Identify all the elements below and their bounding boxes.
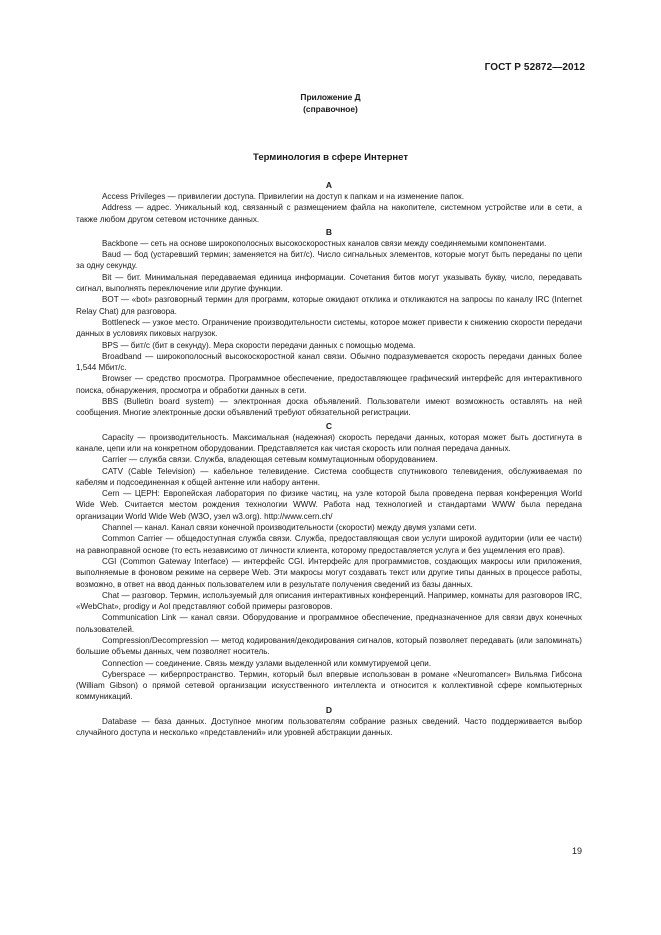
term-entry: Database — база данных. Доступное многим пользователям собрание разных сведений. Часто поддерживается выбор случайного доступа и несколько «представлений» или уровней абстракции данных. (76, 716, 582, 738)
term-entry: Access Privileges — привилегии доступа. Привилегии на доступ к папкам и на изменение папок. (102, 192, 464, 201)
term-entry: BOT — «bot» разговорный термин для программ, которые ожидают отклика и откликаются на запросы по каналу IRC (Internet Relay Chat) для разговора. (76, 295, 582, 316)
annex-subtitle: (справочное) (303, 104, 358, 114)
term-entry: Channel — канал. Канал связи конечной производительности (скорости) между двумя узлами сети. (102, 523, 477, 533)
term-entry: Connection — соединение. Связь между узлами выделенной или коммутируемой цепи. (102, 658, 432, 668)
term-entry: Bit — бит. Минимальная передаваемая единица информации. Сочетания битов могут указывать букву, число, передавать сигнал, выполнять переключение или другие функции. (76, 272, 582, 294)
section-letter: C (325, 420, 333, 431)
terminology-body (76, 178, 582, 738)
term-entry: Address — адрес. Уникальный код, связанный с размещением файла на накопителе, системном устройстве или в сети, а также любом другом сетевом источнике данных. (76, 203, 582, 224)
term-entry: Cern — ЦЕРН: Европейская лаборатория по физике частиц, на узле которой была проведена первая конференция World Wide Web. Считается местом рождения технологии WWW. Работа над технологией и стандартами WWW была передана организации World Wide Web (W3O, узел w3.org). http://www.cern.ch/ (76, 489, 582, 521)
term-entry: Bottleneck — узкое место. Ограничение производительности системы, которое может привести к снижению скорости передачи данных в условиях пиковых нагрузок. (76, 317, 582, 339)
page-number: 19 (571, 846, 582, 856)
section-letter: B (325, 226, 333, 237)
annex-title: Приложение Д (300, 92, 361, 102)
term-entry: Chat — разговор. Термин, используемый для описания интерактивных конференций. Например, комнаты для разговоров IRC, «WebChat», prodigy и Aol представляют собой примеры разговоров. (76, 590, 582, 612)
term-entry: Capacity — производительность. Максимальная (надежная) скорость передачи данных, которая может быть достигнута в канале, цепи или на конкретном оборудовании. Представляется как чистая скорость или полная передача данных. (76, 432, 582, 453)
term-entry: BBS (Bulletin board system) — электронная доска объявлений. Пользователи имеют возможность оставлять на ней сообщения. Многие электронные доски объявлений требуют обязательной регистрации. (76, 397, 582, 418)
term-entry: Broadband — широкополосный высокоскоростной канал связи. Обычно подразумевается скорость передачи данных более 1,544 Мбит/с. (76, 351, 582, 373)
term-entry: Browser — средство просмотра. Программное обеспечение, предоставляющее графический интерфейс для интерактивного поиска, обнаружения, просмотра и обработки данных в сети. (76, 374, 582, 395)
annex-heading (0, 91, 661, 115)
term-entry: BPS — бит/с (бит в секунду). Мера скорости передачи данных с помощью модема. (102, 340, 416, 350)
section-letter: D (325, 704, 333, 715)
term-entry: CATV (Cable Television) — кабельное телевидение. Система сообществ спутникового телевидения, обслуживаемая по кабелям и подсоединенная к общей антенне или набору антенн. (76, 466, 582, 487)
term-entry: Common Carrier — общедоступная служба связи. Служба, предоставляющая свои услуги широкой аудитории (или ее части) на равноправной основе (то есть независимо от личности клиента, которому предоставляется услуга и без ущемления его прав). (76, 534, 582, 555)
term-entry: Cyberspace — киберпространство. Термин, который был впервые использован в романе «Neuromancer» Вильяма Гибсона (William Gibson) о прямой сетевой организации искусственного интеллекта и относится к коллективной сфере компьютерных коммуникаций. (76, 669, 582, 702)
term-entry: Carrier — служба связи. Служба, владеющая сетевым коммутационным оборудованием. (102, 455, 438, 465)
term-entry: CGI (Common Gateway Interface) — интерфейс CGI. Интерфейс для программистов, создающих макросы или приложения, выполняемые в фоновом режиме на сервере Web. Эти макросы могут создавать текст или другие типы данных в процессе работы, возможно, в ответ на ввод данных пользователем или в результате получения сведений из базы данных. (76, 556, 582, 589)
term-entry: Backbone — сеть на основе широкополосных высокоскоростных каналов связи между соединяемыми компонентами. (102, 238, 547, 248)
term-entry: Baud — бод (устаревший термин; заменяется на бит/с). Число сигнальных элементов, которые могут быть переданы по цепи за одну секунду. (76, 250, 582, 271)
standard-code: ГОСТ Р 52872—2012 (484, 62, 585, 73)
term-entry: Compression/Decompression — метод кодирования/декодирования сигналов, который позволяет передавать (или запоминать) большие объемы данных, чем позволяет носитель. (76, 635, 582, 657)
term-entry: Communication Link — канал связи. Оборудование и программное обеспечение, предназначенное для связи двух конечных пользователей. (76, 613, 582, 634)
section-title: Терминология в сфере Интернет (253, 152, 408, 163)
section-letter: A (325, 180, 333, 190)
